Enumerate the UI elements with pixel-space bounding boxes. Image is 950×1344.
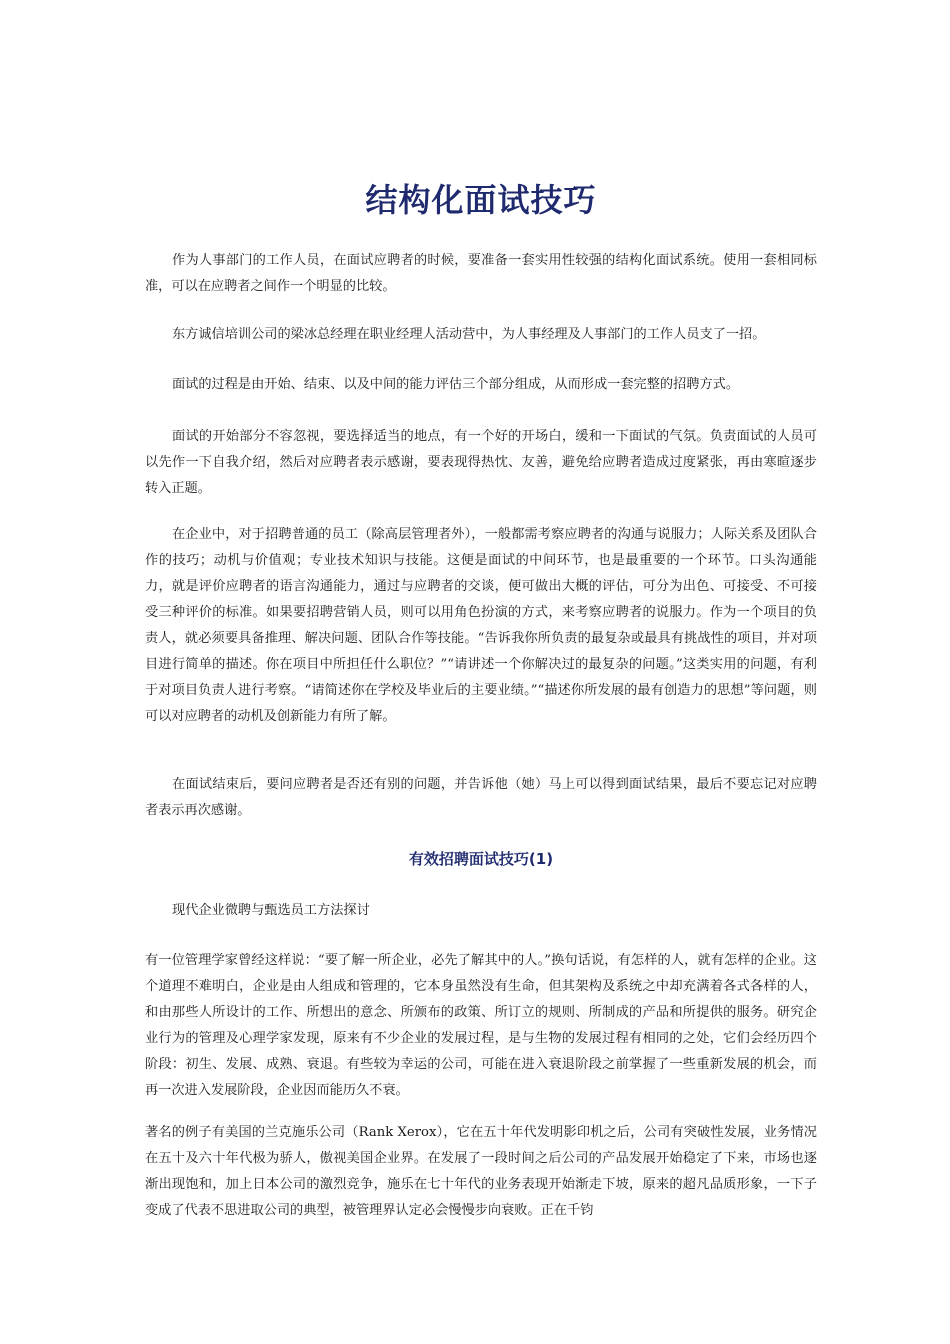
section-title: 有效招聘面试技巧(1) bbox=[408, 850, 554, 868]
paragraph-opening: 面试的开始部分不容忽视，要选择适当的地点，有一个好的开场白，缓和一下面试的气氛。负责面试的人员可以先作一下自我介绍，然后对应聘者表示感谢，要表现得热忱、友善，避免给应聘者造成过度紧张，再由寒暄逐步转入正题。 bbox=[145, 429, 817, 496]
paragraph-trainer: 东方诚信培训公司的梁冰总经理在职业经理人活动营中，为人事经理及人事部门的工作人员支了一招。 bbox=[172, 327, 766, 342]
paragraph-middle: 在企业中，对于招聘普通的员工（除高层管理者外），一般都需考察应聘者的沟通与说服力；人际关系及团队合作的技巧；动机与价值观；专业技术知识与技能。这便是面试的中间环节，也是最重要的一个环节。口头沟通能力，就是评价应聘者的语言沟通能力，通过与应聘者的交谈，便可做出大概的评估，可分为出色、可接受、不可接受三种评价的标准。如果要招聘营销人员，则可以用角色扮演的方式，来考察应聘者的说服力。作为一个项目的负责人，就必须要具备推理、解决问题、团队合作等技能。“告诉我你所负责的最复杂或最具有挑战性的项目，并对项目进行简单的描述。你在项目中所担任什么职位？”“请讲述一个你解决过的最复杂的问题。”这类实用的问题，有利于对项目负责人进行考察。“请简述你在学校及毕业后的主要业绩。”“描述你所发展的最有创造力的思想”等问题，则可以对应聘者的动机及创新能力有所了解。 bbox=[145, 527, 817, 724]
section-paragraph-management: 有一位管理学家曾经这样说：“要了解一所企业，必先了解其中的人。”换句话说，有怎样的人，就有怎样的企业。这个道理不难明白，企业是由人组成和管理的，它本身虽然没有生命，但其架构及系统之中却充满着各式各样的人，和由那些人所设计的工作、所想出的意念、所颁布的政策、所订立的规则、所制成的产品和所提供的服务。研究企业行为的管理及心理学家发现，原来有不少企业的发展过程，是与生物的发展过程有相同的之处，它们会经历四个阶段：初生、发展、成熟、衰退。有些较为幸运的公司，可能在进入衰退阶段之前掌握了一些重新发展的机会，而再一次进入发展阶段，企业因而能历久不衰。 bbox=[145, 953, 817, 1098]
paragraph-intro: 作为人事部门的工作人员，在面试应聘者的时候，要准备一套实用性较强的结构化面试系统。使用一套相同标准，可以在应聘者之间作一个明显的比较。 bbox=[145, 253, 817, 294]
section-intro: 现代企业微聘与甄选员工方法探讨 bbox=[172, 903, 370, 918]
paragraph-process: 面试的过程是由开始、结束、以及中间的能力评估三个部分组成，从而形成一套完整的招聘方式。 bbox=[172, 377, 740, 392]
document-title: 结构化面试技巧 bbox=[365, 181, 597, 219]
paragraph-closing: 在面试结束后，要问应聘者是否还有别的问题，并告诉他（她）马上可以得到面试结果，最后不要忘记对应聘者表示再次感谢。 bbox=[145, 777, 817, 818]
section-paragraph-xerox: 著名的例子有美国的兰克施乐公司（Rank Xerox），它在五十年代发明影印机之后，公司有突破性发展，业务情况在五十及六十年代极为骄人，傲视美国企业界。在发展了一段时间之后公司的产品发展开始稳定了下来，市场也逐渐出现饱和，加上日本公司的激烈竞争，施乐在七十年代的业务表现开始渐走下坡，原来的超凡品质形象，一下子变成了代表不思进取公司的典型，被管理界认定必会慢慢步向衰败。正在千钧 bbox=[145, 1125, 817, 1218]
